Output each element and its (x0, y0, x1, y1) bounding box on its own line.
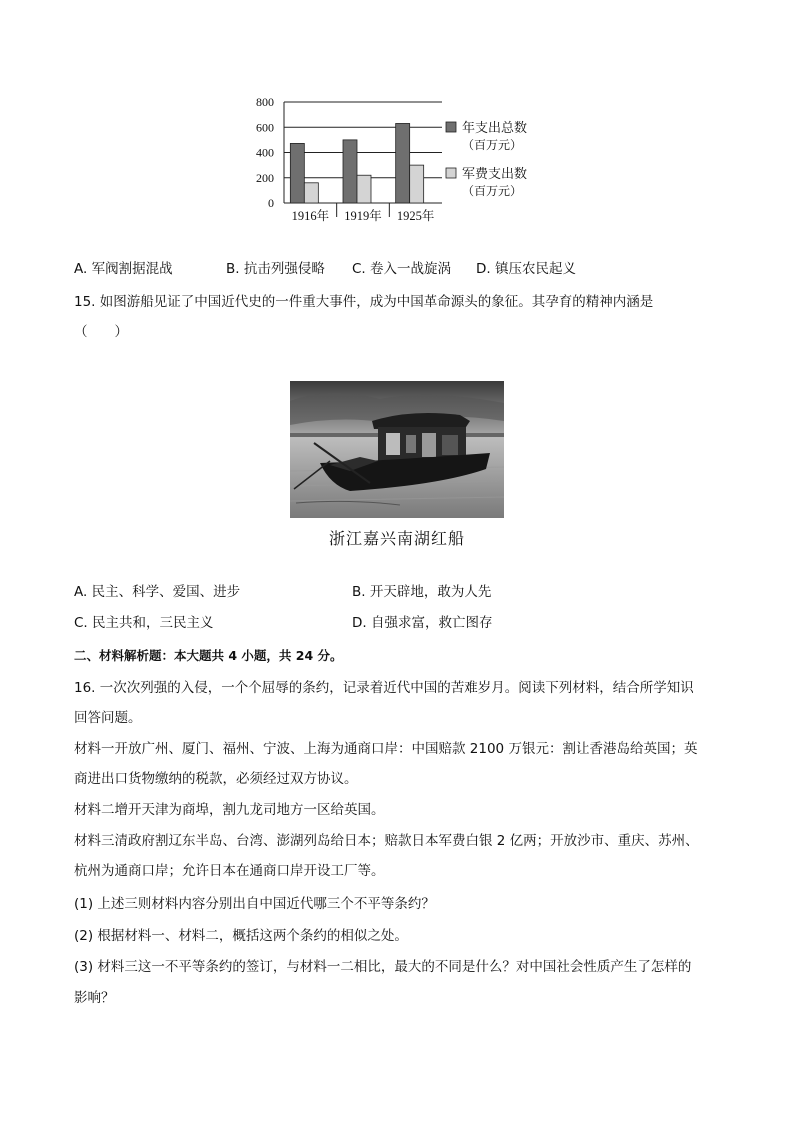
bar-total-2 (396, 123, 410, 203)
boat-image (290, 381, 504, 518)
y-tick-label: 0 (268, 196, 274, 210)
material2: 材料二增开天津为商埠，割九龙司地方一区给英国。 (74, 802, 385, 818)
q16-subquestion-3-line2: 影响？ (74, 990, 115, 1006)
bar-military-2 (410, 165, 424, 203)
legend-label: 年支出总数 (462, 120, 528, 135)
material3-line1: 材料三清政府割辽东半岛、台湾、澎湖列岛给日本；赔款日本军费白银 2 亿两；开放沙市、重庆、苏州、 (74, 833, 699, 849)
q15-answer-bracket: （ ） (74, 324, 128, 340)
legend-unit: （百万元） (462, 184, 523, 198)
chart-svg (246, 92, 566, 232)
legend-swatch-0 (446, 122, 456, 132)
y-tick-label: 600 (256, 120, 274, 135)
section2-heading: 二、材料解析题：本大题共 4 小题，共 24 分。 (74, 648, 343, 663)
q16-stem-line2: 回答问题。 (74, 710, 142, 726)
bar-total-1 (343, 140, 357, 203)
q14-option-d[interactable]: D. 镇压农民起义 (476, 261, 576, 277)
expenditure-chart (246, 92, 566, 232)
material3-line2: 杭州为通商口岸；允许日本在通商口岸开设工厂等。 (74, 863, 385, 879)
x-tick-label: 1919年 (344, 209, 382, 223)
q14-option-a[interactable]: A. 军阀割据混战 (74, 261, 173, 277)
legend-label: 军费支出数 (462, 166, 528, 181)
q16-stem-line1: 16. 一次次列强的入侵，一个个屈辱的条约，记录着近代中国的苦难岁月。阅读下列材料，结合所学知识 (74, 680, 694, 696)
q16-subquestion-3-line1: (3) 材料三这一不平等条约的签订，与材料一二相比，最大的不同是什么？对中国社会性质产生了怎样的 (74, 959, 692, 975)
x-tick-label: 1925年 (396, 209, 435, 223)
q15-option-c[interactable]: C. 民主共和，三民主义 (74, 615, 214, 631)
material1-line2: 商进出口货物缴纳的税款，必须经过双方协议。 (74, 771, 358, 787)
bar-military-0 (304, 183, 318, 203)
material1-line1: 材料一开放广州、厦门、福州、宁波、上海为通商口岸：中国赔款 2100 万银元：割让香港岛给英国；英 (74, 741, 698, 757)
q15-option-a[interactable]: A. 民主、科学、爱国、进步 (74, 584, 241, 600)
y-tick-label: 400 (256, 145, 274, 160)
red-boat-photo (290, 381, 504, 518)
q16-subquestion-1: (1) 上述三则材料内容分别出自中国近代哪三个不平等条约？ (74, 896, 435, 912)
photo-caption: 浙江嘉兴南湖红船 (328, 529, 465, 548)
y-tick-label: 200 (256, 170, 274, 185)
q15-option-d[interactable]: D. 自强求富，救亡图存 (352, 615, 493, 631)
q15-option-b[interactable]: B. 开天辟地，敢为人先 (352, 584, 492, 600)
q15-stem: 15. 如图游船见证了中国近代史的一件重大事件，成为中国革命源头的象征。其孕育的精神内涵是 (74, 294, 654, 310)
bar-total-0 (290, 143, 304, 203)
y-tick-label: 800 (256, 95, 274, 109)
legend-swatch-1 (446, 168, 456, 178)
q14-option-b[interactable]: B. 抗击列强侵略 (226, 261, 325, 277)
legend-unit: （百万元） (462, 138, 523, 152)
x-tick-label: 1916年 (291, 209, 330, 223)
q16-subquestion-2: (2) 根据材料一、材料二，概括这两个条约的相似之处。 (74, 928, 408, 944)
bar-military-1 (357, 175, 371, 203)
q14-option-c[interactable]: C. 卷入一战旋涡 (352, 261, 452, 277)
